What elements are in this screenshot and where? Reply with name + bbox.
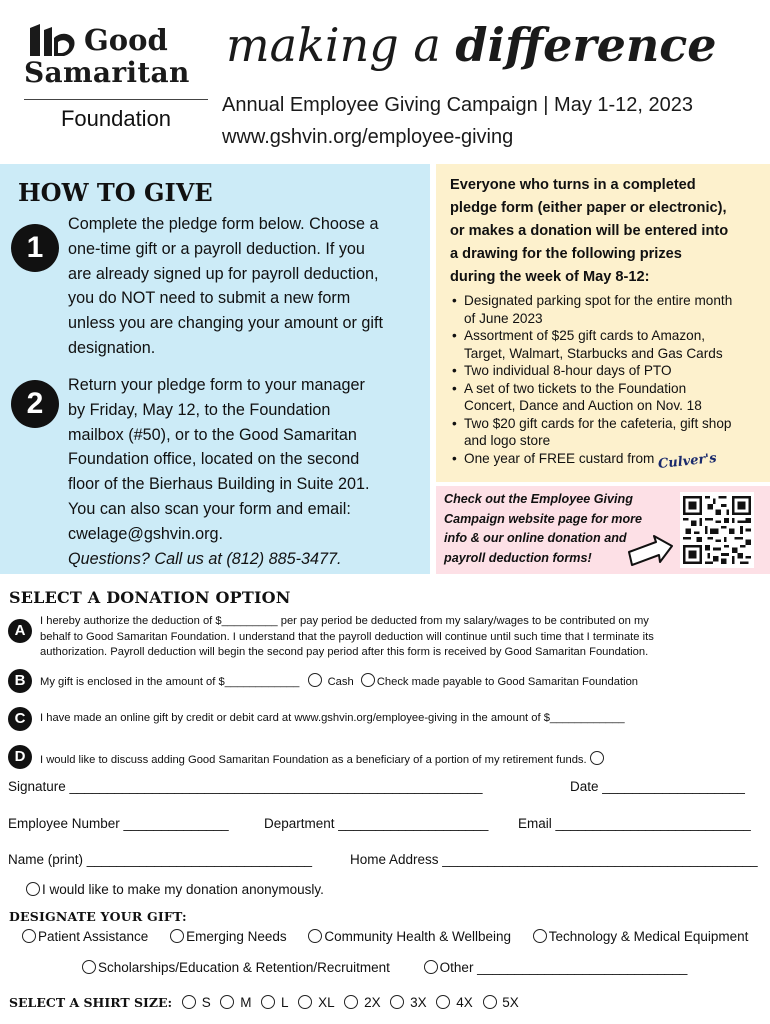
shirt-size-label: 3X bbox=[410, 995, 427, 1010]
prize-panel bbox=[436, 164, 770, 482]
step-2-line: Return your pledge form to your manager bbox=[68, 376, 365, 394]
designate-label: Technology & Medical Equipment bbox=[548, 929, 749, 944]
designate-row-1 bbox=[22, 929, 748, 944]
samaritan-mark-icon bbox=[24, 22, 80, 58]
shirt-size-option[interactable] bbox=[483, 995, 519, 1010]
cash-option[interactable] bbox=[308, 676, 353, 688]
prize-line: • Designated parking spot for the entire month bbox=[464, 293, 733, 308]
prize-item bbox=[452, 327, 766, 362]
logo-text-foundation: Foundation bbox=[60, 106, 172, 131]
prize-line: Target, Walmart, Starbucks and Gas Cards bbox=[464, 345, 723, 361]
website-callout-line: info & our online donation and bbox=[444, 531, 627, 545]
prize-item bbox=[452, 362, 766, 380]
designate-title: DESIGNATE YOUR GIFT: bbox=[9, 909, 187, 924]
step-2-badge: 2 bbox=[11, 380, 59, 428]
designate-radio[interactable] bbox=[22, 929, 36, 943]
designate-radio[interactable] bbox=[424, 960, 438, 974]
designate-radio[interactable] bbox=[308, 929, 322, 943]
shirt-size-option[interactable] bbox=[220, 995, 251, 1010]
shirt-size-radio[interactable] bbox=[436, 995, 450, 1009]
option-c-text[interactable]: I have made an online gift by credit or debit card at www.gshvin.org/employee-giving in the amount of $____________ bbox=[40, 712, 625, 724]
option-d-text: I would like to discuss adding Good Samaritan Foundation as a beneficiary of a portion of my retirement funds. bbox=[40, 754, 587, 766]
prize-line: • Two individual 8-hour days of PTO bbox=[464, 363, 672, 378]
prize-intro-line: or makes a donation will be entered into bbox=[450, 223, 729, 239]
anonymous-option[interactable] bbox=[26, 882, 324, 897]
shirt-size-radio[interactable] bbox=[182, 995, 196, 1009]
prize-item bbox=[452, 450, 766, 471]
prize-line: Concert, Dance and Auction on Nov. 18 bbox=[464, 398, 702, 413]
designate-option[interactable] bbox=[82, 960, 390, 975]
designate-radio[interactable] bbox=[533, 929, 547, 943]
designate-option[interactable] bbox=[424, 960, 688, 975]
prize-line: • Two $20 gift cards for the cafeteria, gift shop bbox=[464, 415, 732, 431]
prize-item bbox=[452, 415, 766, 450]
shirt-size-radio[interactable] bbox=[220, 995, 234, 1009]
home-address-field[interactable]: Home Address __________________________________________ bbox=[350, 852, 758, 867]
prize-item bbox=[452, 292, 766, 327]
check-label: Check made payable to Good Samaritan Foundation bbox=[376, 676, 639, 688]
step-1-line: Complete the pledge form below. Choose a bbox=[68, 215, 379, 233]
shirt-size-option[interactable] bbox=[344, 995, 380, 1010]
check-option[interactable] bbox=[361, 676, 638, 688]
option-d-badge: D bbox=[8, 745, 32, 769]
designate-label: Emerging Needs bbox=[186, 929, 287, 944]
shirt-size-label: M bbox=[240, 995, 252, 1010]
email-field[interactable]: Email __________________________ bbox=[518, 816, 751, 831]
designate-option[interactable] bbox=[308, 929, 511, 944]
designate-label: Patient Assistance bbox=[38, 929, 149, 944]
option-a-line: authorization. Payroll deduction will begin the second pay period after this form is received by Good Samaritan Foundation. bbox=[40, 646, 649, 658]
shirt-size-radio[interactable] bbox=[298, 995, 312, 1009]
designate-label: Community Health & Wellbeing bbox=[324, 929, 512, 944]
shirt-size-title: SELECT A SHIRT SIZE: bbox=[9, 995, 173, 1010]
prize-intro-line: pledge form (either paper or electronic), bbox=[450, 200, 727, 216]
shirt-size-label: S bbox=[201, 995, 211, 1010]
prize-line: One year of FREE custard from bbox=[464, 450, 655, 466]
questions-phone: Questions? Call us at (812) 885-3477. bbox=[68, 549, 342, 568]
qr-code-icon[interactable] bbox=[680, 492, 754, 568]
step-2-text bbox=[68, 373, 418, 571]
signature-field[interactable]: Signature _______________________________________________________ bbox=[8, 779, 483, 794]
check-radio[interactable] bbox=[361, 673, 375, 687]
prize-line: • Assortment of $25 gift cards to Amazon, bbox=[464, 328, 706, 343]
headline-light: making a bbox=[226, 18, 456, 72]
shirt-size-option[interactable] bbox=[390, 995, 426, 1010]
donation-section-title: SELECT A DONATION OPTION bbox=[9, 588, 291, 607]
step-2-email[interactable]: cwelage@gshvin.org. bbox=[68, 524, 224, 543]
date-field[interactable]: Date ___________________ bbox=[570, 779, 745, 794]
shirt-size-radio[interactable] bbox=[344, 995, 358, 1009]
prize-intro-line: a drawing for the following prizes bbox=[450, 246, 682, 262]
department-field[interactable]: Department ____________________ bbox=[264, 816, 489, 831]
designate-option[interactable] bbox=[22, 929, 148, 944]
logo-divider bbox=[24, 99, 208, 100]
shirt-size-label: 2X bbox=[364, 995, 381, 1010]
anonymous-radio[interactable] bbox=[26, 882, 40, 896]
step-1-line: are already signed up for payroll deduction, bbox=[68, 264, 379, 283]
campaign-subtitle: Annual Employee Giving Campaign | May 1-12, 2023 bbox=[222, 94, 694, 116]
cash-radio[interactable] bbox=[308, 673, 322, 687]
designate-label: Other ____________________________ bbox=[439, 960, 688, 975]
logo-text-samaritan: Samaritan bbox=[24, 56, 190, 89]
shirt-size-label: 4X bbox=[456, 995, 473, 1010]
step-1-text bbox=[68, 212, 418, 361]
anonymous-label: I would like to make my donation anonymously. bbox=[42, 882, 324, 897]
step-1-badge: 1 bbox=[11, 224, 59, 272]
step-2-line: You can also scan your form and email: bbox=[68, 499, 351, 518]
how-to-give-panel bbox=[0, 164, 430, 574]
cash-label: Cash bbox=[327, 676, 354, 688]
prize-line: of June 2023 bbox=[464, 310, 543, 326]
website-callout bbox=[436, 486, 770, 574]
designate-radio[interactable] bbox=[82, 960, 96, 974]
prize-line: • A set of two tickets to the Foundation bbox=[464, 380, 687, 396]
shirt-size-radio[interactable] bbox=[483, 995, 497, 1009]
option-a-line: I hereby authorize the deduction of $_________ per pay period be deducted from my salary/wages to be contributed on my bbox=[40, 615, 649, 627]
prize-intro-line: Everyone who turns in a completed bbox=[450, 177, 696, 193]
step-1-line: designation. bbox=[68, 338, 156, 357]
option-a-text bbox=[40, 614, 766, 661]
step-1-line: one-time gift or a payroll deduction. If you bbox=[68, 239, 365, 258]
designate-row-2 bbox=[82, 960, 705, 975]
shirt-size-option[interactable] bbox=[298, 995, 334, 1010]
shirt-size-row bbox=[9, 995, 519, 1010]
prize-intro-line: during the week of May 8-12: bbox=[450, 269, 650, 285]
shirt-size-radio[interactable] bbox=[390, 995, 404, 1009]
option-c-badge: C bbox=[8, 707, 32, 731]
step-1-line: you do NOT need to submit a new form bbox=[68, 289, 351, 308]
step-2-line: mailbox (#50), or to the Good Samaritan bbox=[68, 425, 357, 444]
name-field[interactable]: Name (print) ______________________________ bbox=[8, 852, 313, 867]
shirt-size-label: 5X bbox=[502, 995, 519, 1010]
employee-number-field[interactable]: Employee Number ______________ bbox=[8, 816, 229, 831]
shirt-size-radio[interactable] bbox=[261, 995, 275, 1009]
shirt-size-option[interactable] bbox=[182, 995, 211, 1010]
step-2-line: floor of the Bierhaus Building in Suite 201. bbox=[68, 475, 370, 494]
option-b-badge: B bbox=[8, 669, 32, 693]
designate-label: Scholarships/Education & Retention/Recruitment bbox=[98, 960, 390, 975]
shirt-size-option[interactable] bbox=[436, 995, 472, 1010]
step-2-line: Foundation office, located on the second bbox=[68, 450, 360, 469]
how-to-give-title: HOW TO GIVE bbox=[18, 178, 213, 207]
step-1-line: unless you are changing your amount or gift bbox=[68, 314, 383, 333]
shirt-size-option[interactable] bbox=[261, 995, 288, 1010]
step-2-line: by Friday, May 12, to the Foundation bbox=[68, 400, 331, 419]
designate-option[interactable] bbox=[533, 929, 749, 944]
prize-intro bbox=[450, 174, 768, 289]
option-b-amount-field[interactable]: My gift is enclosed in the amount of $____________ bbox=[40, 676, 300, 688]
prize-line: and logo store bbox=[464, 433, 551, 448]
option-a-badge: A bbox=[8, 619, 32, 643]
website-callout-line: payroll deduction forms! bbox=[444, 550, 592, 565]
designate-option[interactable] bbox=[170, 929, 287, 944]
campaign-url[interactable]: www.gshvin.org/employee-giving bbox=[222, 126, 514, 148]
website-callout-line: Campaign website page for more bbox=[444, 511, 643, 526]
shirt-size-label: L bbox=[281, 995, 289, 1010]
shirt-size-label: XL bbox=[318, 995, 335, 1010]
option-d-row bbox=[40, 751, 606, 769]
website-callout-line: Check out the Employee Giving bbox=[444, 492, 633, 506]
headline-bold: difference bbox=[455, 18, 717, 72]
culvers-logo: Culver's bbox=[657, 450, 718, 472]
designate-radio[interactable] bbox=[170, 929, 184, 943]
qr-code-graphic bbox=[683, 495, 751, 565]
retirement-radio[interactable] bbox=[590, 751, 604, 765]
option-a-line: behalf to Good Samaritan Foundation. I understand that the payroll deduction will continue until such time that I terminate its bbox=[40, 630, 654, 643]
foundation-logo bbox=[24, 22, 208, 132]
prize-item bbox=[452, 380, 766, 415]
headline bbox=[226, 18, 717, 72]
logo-text-good: Good bbox=[84, 23, 168, 57]
option-b-row bbox=[40, 673, 638, 691]
prize-list bbox=[452, 292, 766, 470]
arrow-icon bbox=[626, 532, 676, 568]
